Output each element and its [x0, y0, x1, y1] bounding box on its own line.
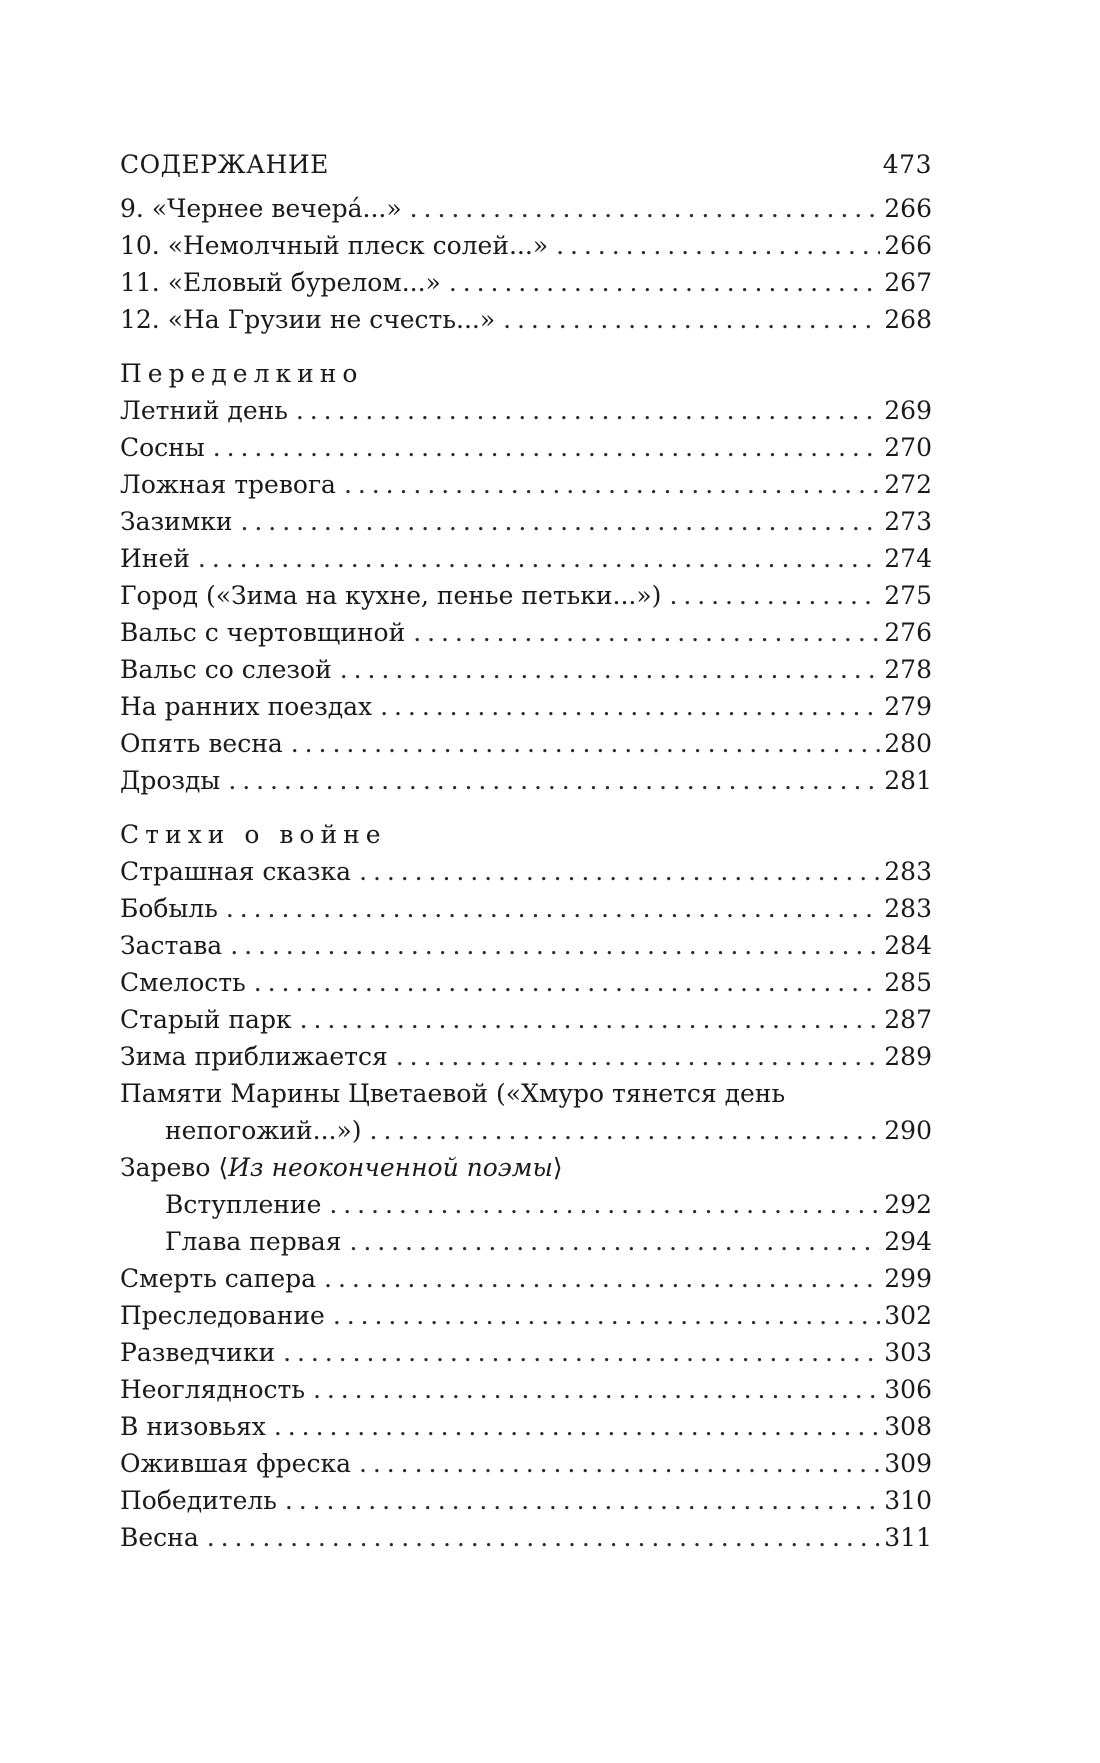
toc-entry-page: 276 [884, 618, 932, 647]
leader-dots [340, 651, 881, 688]
toc-entry-page: 302 [884, 1301, 932, 1330]
toc-entry-page: 280 [884, 729, 932, 758]
toc-entry-title: 11. «Еловый бурелом...» [120, 268, 441, 297]
toc-entry[interactable] [120, 964, 932, 1001]
toc-entry-title: Смерть сапера [120, 1264, 317, 1293]
toc-entry-page: 274 [884, 544, 932, 573]
toc-entry[interactable] [120, 466, 932, 503]
toc-entry-title: непогожий...») [165, 1116, 362, 1145]
toc-entry-page: 275 [884, 581, 932, 610]
toc-entry[interactable] [120, 429, 932, 466]
leader-dots [396, 1038, 881, 1075]
toc-entry-page: 292 [884, 1190, 932, 1219]
leader-dots [313, 1371, 880, 1408]
toc-entry-title: 12. «На Грузии не счесть...» [120, 305, 496, 334]
leader-dots [296, 392, 880, 429]
leader-dots [413, 614, 880, 651]
toc-entry-page: 284 [884, 931, 932, 960]
toc-entry-page: 279 [884, 692, 932, 721]
toc-entry-title: Страшная сказка [120, 857, 352, 886]
leader-dots [254, 964, 881, 1001]
toc-entry[interactable] [120, 1334, 932, 1371]
leader-dots [230, 927, 880, 964]
toc-entry[interactable] [120, 651, 932, 688]
toc-entry-title: Неоглядность [120, 1375, 305, 1404]
toc-entry-title: Смелость [120, 968, 246, 997]
toc-entry-page: 278 [884, 655, 932, 684]
toc-entry-page: 272 [884, 470, 932, 499]
toc-subentry[interactable] [120, 1223, 932, 1260]
toc-entry-title: В низовьях [120, 1412, 266, 1441]
toc-entry-title: На ранних поездах [120, 692, 373, 721]
toc-entry[interactable] [120, 503, 932, 540]
toc-entry-page: 283 [884, 857, 932, 886]
toc-entry-page: 281 [884, 766, 932, 795]
toc-entry-page: 287 [884, 1005, 932, 1034]
toc-entry[interactable] [120, 725, 932, 762]
toc-entry[interactable] [120, 890, 932, 927]
leader-dots [370, 1112, 881, 1149]
toc-entry-title: Иней [120, 544, 190, 573]
toc-entry[interactable] [120, 1001, 932, 1038]
toc-entry-title: Старый парк [120, 1005, 292, 1034]
leader-dots [503, 301, 880, 338]
leader-dots [324, 1260, 880, 1297]
toc-entry-page: 289 [884, 1042, 932, 1071]
toc-entry-page: 266 [884, 231, 932, 260]
toc-entry-title: Весна [120, 1523, 199, 1552]
leader-dots [274, 1408, 880, 1445]
toc-entry-page: 266 [884, 194, 932, 223]
leader-dots [291, 725, 881, 762]
leader-dots [228, 762, 880, 799]
leader-dots [207, 1519, 881, 1556]
toc-entry[interactable] [120, 190, 932, 227]
running-head [120, 150, 932, 190]
toc-group-war [120, 853, 932, 1556]
toc-entry-page: 294 [884, 1227, 932, 1256]
toc-entry[interactable] [120, 227, 932, 264]
toc-entry-title: Бобыль [120, 894, 218, 923]
angle-bracket-open: ⟨ [218, 1153, 229, 1182]
toc-entry-page: 285 [884, 968, 932, 997]
toc-entry[interactable] [120, 614, 932, 651]
toc-entry-page: 308 [884, 1412, 932, 1441]
toc-entry-zarevo[interactable] [120, 1149, 932, 1186]
toc-entry-page: 310 [884, 1486, 932, 1515]
toc-entry[interactable] [120, 1445, 932, 1482]
toc-entry-title: Город («Зима на кухне, пенье петьки...») [120, 581, 662, 610]
toc-entry-page: 268 [884, 305, 932, 334]
toc-entry[interactable] [120, 1371, 932, 1408]
toc-entry-page: 306 [884, 1375, 932, 1404]
leader-dots [449, 264, 880, 301]
toc-entry-title: Разведчики [120, 1338, 276, 1367]
toc-entry-title: Опять весна [120, 729, 283, 758]
leader-dots [359, 1445, 880, 1482]
leader-dots [198, 540, 880, 577]
toc-entry-page: 273 [884, 507, 932, 536]
toc-entry[interactable] [120, 392, 932, 429]
toc-entry[interactable] [120, 688, 932, 725]
toc-entry[interactable] [120, 577, 932, 614]
toc-entry-subtitle: Из неоконченной поэмы [228, 1153, 553, 1182]
toc-entry-title: 10. «Немолчный плеск солей...» [120, 231, 549, 260]
toc-entry-title: Вальс с чертовщиной [120, 618, 406, 647]
leader-dots [300, 1001, 881, 1038]
toc-entry-page: 269 [884, 396, 932, 425]
leader-dots [333, 1297, 880, 1334]
toc-entry-page: 299 [884, 1264, 932, 1293]
toc-entry-title: Победитель [120, 1486, 277, 1515]
toc-entry-title: Зима приближается [120, 1042, 388, 1071]
toc-entry[interactable] [120, 1519, 932, 1556]
toc-group-peredelkino [120, 392, 932, 799]
toc-entry[interactable] [120, 540, 932, 577]
leader-dots [213, 429, 881, 466]
toc-entry-title: Глава первая [165, 1227, 342, 1256]
toc-entry-page: 303 [884, 1338, 932, 1367]
toc-entry-page: 283 [884, 894, 932, 923]
leader-dots [285, 1482, 880, 1519]
toc-entry-title: Преследование [120, 1301, 325, 1330]
toc-page [120, 150, 932, 1556]
toc-entry[interactable] [120, 1408, 932, 1445]
toc-entry[interactable] [120, 301, 932, 338]
toc-entry[interactable] [120, 1297, 932, 1334]
toc-entry-page: 267 [884, 268, 932, 297]
running-head-page-number: 473 [882, 150, 932, 179]
leader-dots [380, 688, 880, 725]
leader-dots [349, 1223, 880, 1260]
toc-entry-tsvetaeva-line1[interactable]: Памяти Марины Цветаевой («Хмуро тянется день [120, 1079, 786, 1108]
toc-entry-page: 309 [884, 1449, 932, 1478]
section-heading-war: Стихи о войне [120, 820, 387, 849]
toc-entry[interactable] [120, 1038, 932, 1075]
toc-entry-tsvetaeva-line2[interactable] [120, 1112, 932, 1149]
toc-entry-title: Сосны [120, 433, 205, 462]
toc-entry-page: 311 [884, 1523, 932, 1552]
angle-bracket-close: ⟩ [552, 1153, 563, 1182]
leader-dots [241, 503, 881, 540]
leader-dots [556, 227, 880, 264]
toc-entry[interactable] [120, 762, 932, 799]
toc-entry-title: Ложная тревога [120, 470, 336, 499]
toc-entry-title: 9. «Чернее вечера́...» [120, 194, 402, 223]
leader-dots [410, 190, 881, 227]
toc-entry-title: Застава [120, 931, 223, 960]
toc-entry-title: Дрозды [120, 766, 221, 795]
toc-entry-page: 290 [884, 1116, 932, 1145]
toc-entry[interactable] [120, 1260, 932, 1297]
leader-dots [344, 466, 880, 503]
toc-entry-title: Вступление [165, 1190, 322, 1219]
toc-entry[interactable] [120, 853, 932, 890]
running-head-title: СОДЕРЖАНИЕ [120, 150, 329, 179]
leader-dots [329, 1186, 880, 1223]
toc-entry[interactable] [120, 1482, 932, 1519]
leader-dots [669, 577, 880, 614]
toc-entry-title: Вальс со слезой [120, 655, 332, 684]
toc-entry-title: Летний день [120, 396, 288, 425]
toc-subentry[interactable] [120, 1186, 932, 1223]
toc-group-top [120, 190, 932, 338]
leader-dots [359, 853, 880, 890]
toc-entry-title: Ожившая фреска [120, 1449, 351, 1478]
leader-dots [226, 890, 880, 927]
toc-entry-title: Зарево [120, 1153, 219, 1182]
toc-entry[interactable] [120, 927, 932, 964]
toc-entry-title: Зазимки [120, 507, 233, 536]
section-heading-peredelkino: Переделкино [120, 359, 364, 388]
toc-entry[interactable] [120, 264, 932, 301]
leader-dots [283, 1334, 880, 1371]
toc-entry-page: 270 [884, 433, 932, 462]
